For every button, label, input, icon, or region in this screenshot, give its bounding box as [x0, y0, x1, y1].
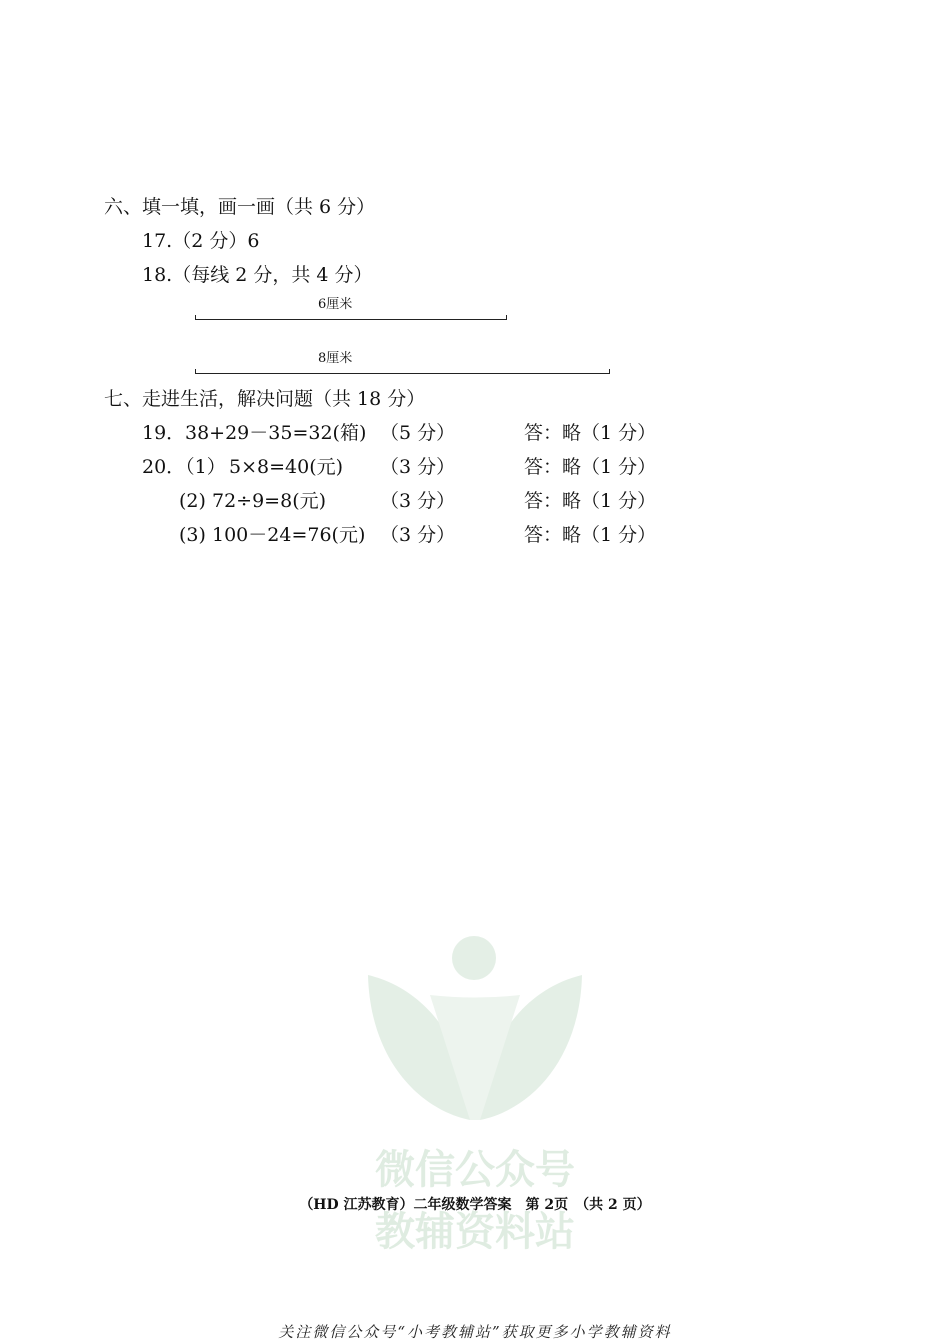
- question-18: 18.（每线 2 分，共 4 分）: [142, 264, 373, 286]
- watermark-text-2: 教辅资料站: [375, 1209, 575, 1255]
- question-17: 17.（2 分）6: [142, 230, 260, 252]
- row-score: （5 分）: [380, 422, 456, 444]
- section6-heading: 六、填一填，画一画（共 6 分）: [104, 196, 376, 218]
- row-expression: 72÷9=8(元): [212, 490, 327, 512]
- watermark-text-1: 微信公众号: [375, 1147, 575, 1193]
- row-expression: 38+29－35=32(箱): [185, 422, 367, 444]
- page-footer: （HD 江苏教育）二年级数学答案 第 2页 （共 2 页）: [299, 1197, 651, 1213]
- row-expression: 100－24=76(元): [212, 524, 366, 546]
- row-expression: 5×8=40(元): [229, 456, 344, 478]
- row-score: （3 分）: [380, 490, 456, 512]
- promo-text: 关注微信公众号“小考教辅站”获取更多小学教辅资料: [278, 1323, 672, 1341]
- row-answer: 答：略（1 分）: [524, 422, 657, 444]
- segment-8cm: [195, 369, 610, 374]
- row-prefix: (2): [179, 490, 206, 512]
- row-answer: 答：略（1 分）: [524, 490, 657, 512]
- row-prefix: (3): [179, 524, 206, 546]
- row-prefix: 19．: [142, 422, 186, 444]
- row-answer: 答：略（1 分）: [524, 524, 657, 546]
- row-answer: 答：略（1 分）: [524, 456, 657, 478]
- section7-heading: 七、走进生活，解决问题（共 18 分）: [104, 388, 426, 410]
- line-label-6cm: 6厘米: [318, 297, 353, 312]
- row-score: （3 分）: [380, 456, 456, 478]
- line-label-8cm: 8厘米: [318, 351, 353, 366]
- row-score: （3 分）: [380, 524, 456, 546]
- segment-6cm: [195, 315, 507, 320]
- row-prefix: 20．（1）: [142, 456, 226, 478]
